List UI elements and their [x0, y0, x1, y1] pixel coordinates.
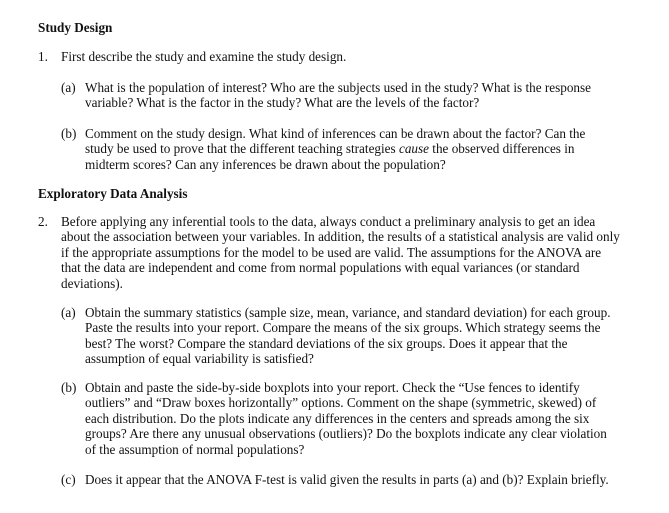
question-number: 1. [38, 49, 48, 64]
part-text-before: Comment on the study design. What kind of inferences can be drawn about the factor? Can the study be used to prove that the different teaching strategies [85, 126, 586, 157]
part-label: (a) [61, 305, 76, 320]
part-text [85, 126, 615, 172]
section-heading-exploratory-data-analysis: Exploratory Data Analysis [38, 186, 188, 201]
question-part [61, 126, 621, 172]
part-text: Obtain and paste the side-by-side boxplots into your report. Check the “Use fences to identify outliers” and “Draw boxes horizontally” options. Comment on the shape (symmetric, skewed) of each distribution. Do the plots indicate any differences in the centers and spreads among the six groups? Are there any unusual observations (outliers)? Do the boxplots indicate any clear violation of the assumption of normal populations? [85, 380, 607, 457]
part-label: (b) [61, 126, 77, 141]
question-number: 2. [38, 214, 48, 229]
part-text: Does it appear that the ANOVA F-test is valid given the results in parts (a) and (b)? Explain briefly. [85, 472, 609, 487]
part-text: Obtain the summary statistics (sample size, mean, variance, and standard deviation) for each group. Paste the results into your report. Compare the means of the six groups. Which strategy seems the best? The worst? Compare the standard deviations of the six groups. Does it appear that the assumption of equal variability is satisfied? [85, 305, 611, 367]
part-label: (b) [61, 380, 77, 395]
question-part [61, 472, 621, 487]
question-part [61, 80, 621, 111]
part-text: What is the population of interest? Who are the subjects used in the study? What is the response variable? What is the factor in the study? What are the levels of the factor? [85, 80, 592, 111]
section-heading-study-design: Study Design [38, 20, 113, 35]
question-part [61, 380, 621, 457]
question-text: First describe the study and examine the study design. [61, 49, 347, 64]
question-part [61, 305, 621, 367]
question-text: Before applying any inferential tools to the data, always conduct a preliminary analysis to get an idea about the association between your variables. In addition, the results of a statistical analysis are valid only if the appropriate assumptions for the model to be used are valid. The assumptions for the ANOVA are that the data are independent and come from normal populations with equal variances (or standard deviations). [61, 214, 620, 291]
part-text-after: the observed differences in midterm scores? Can any inferences be drawn about the population? [85, 141, 575, 172]
part-label: (c) [61, 472, 76, 487]
part-label: (a) [61, 80, 76, 95]
emphasis-text: cause [398, 141, 429, 157]
